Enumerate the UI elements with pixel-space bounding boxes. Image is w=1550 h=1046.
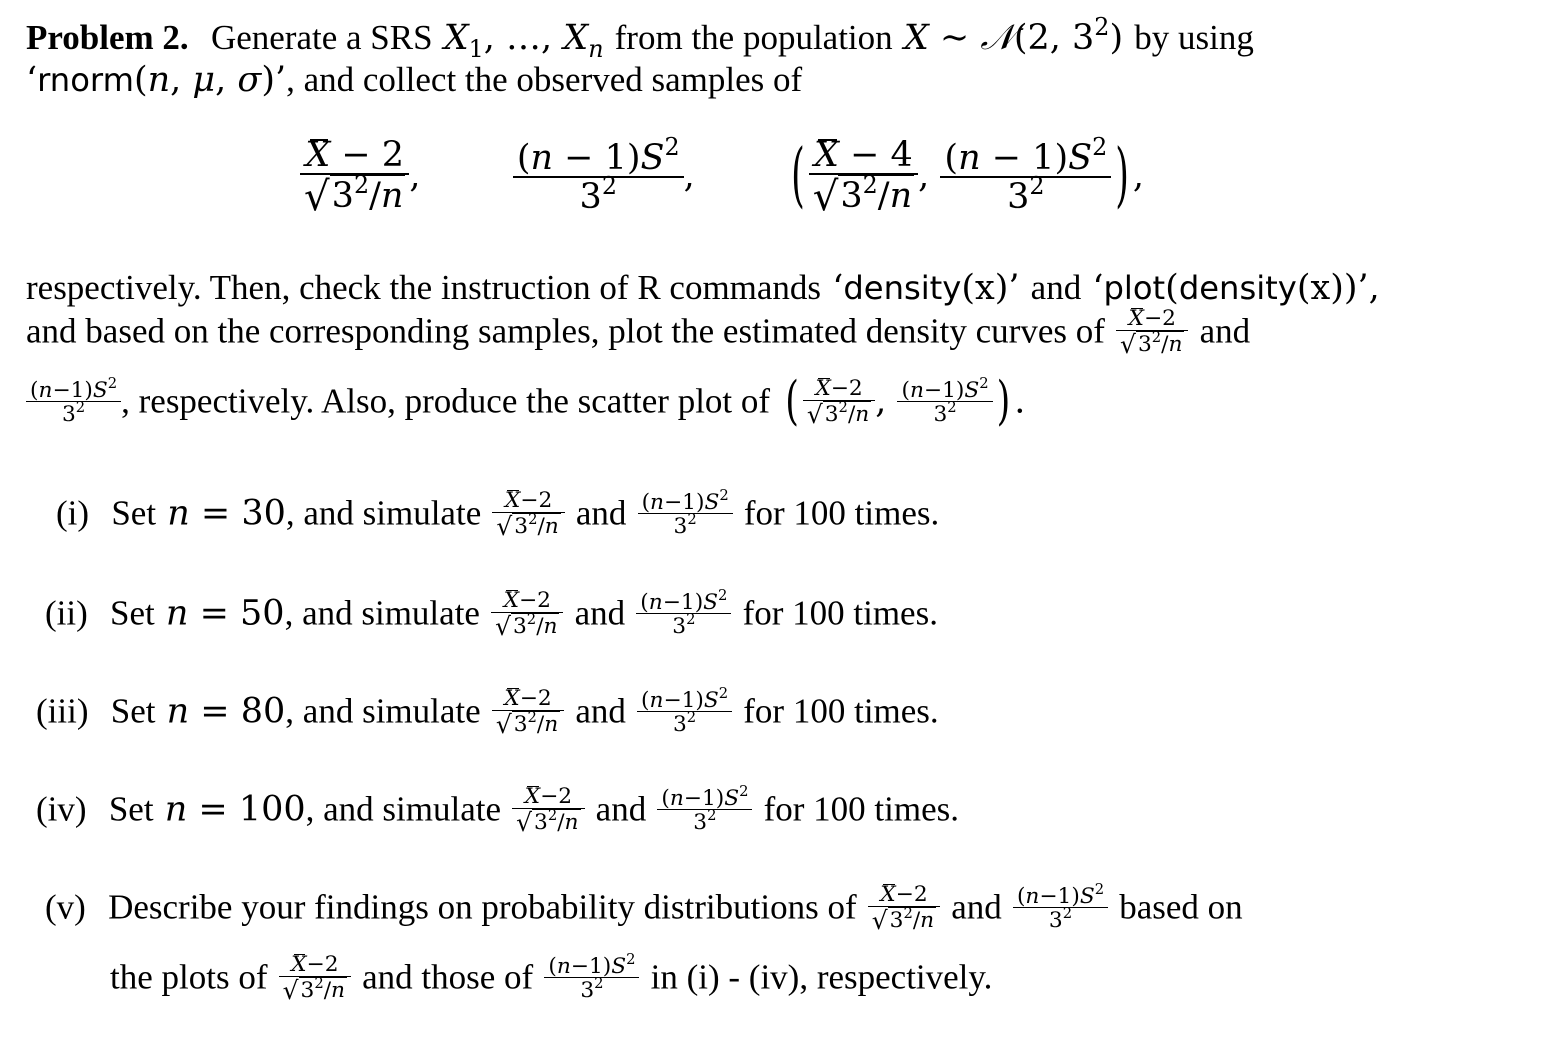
fraction-variance-ratio-pair: $\frac{(n - 1)S^2}{3^2}$ — [940, 141, 1111, 215]
item-and-simulate: , and simulate — [284, 593, 480, 633]
item-label: (ii) — [45, 593, 88, 633]
item-ii: (ii) Set n = 50, and simulate $\frac{X-2}{√3^2/n}$ and $\frac{(n-1)S^2}{3^2}$ for 100 times. — [45, 586, 938, 641]
based-text: and based on the corresponding samples, plot the estimated density curves of — [26, 311, 1105, 351]
item-i: (i) Set n = 30, and simulate $\frac{X-2}{√3^2/n}$ and $\frac{(n-1)S^2}{3^2}$ for 100 times. — [56, 486, 940, 541]
item-v-line-1: (v) Describe your findings on probability distributions of $\frac{X-2}{√3^2/n}$ and $\frac{(n-1)S^2}{3^2}$ based on — [45, 880, 1243, 935]
rnorm-command: rnorm — [37, 61, 134, 99]
item-label: (iv) — [36, 789, 87, 829]
fraction-standardized-mean: $\frac{X - 2}{√3^2/n}$ — [300, 138, 409, 217]
item-n-value: 80 — [240, 691, 286, 732]
item-and-simulate: , and simulate — [305, 789, 501, 829]
display-formula: $\frac{X - 2}{√3^2/n}$ , $\frac{(n - 1)S^2}{3^2}$ , ( $\frac{X - 4}{√3^2/n}$ , $\frac{(n - 1)S^2}{3^2}$ ) , — [300, 138, 1144, 217]
item-iv: (iv) Set n = 100, and simulate $\frac{X-2}{√3^2/n}$ and $\frac{(n-1)S^2}{3^2}$ for 100 times. — [36, 782, 959, 837]
problem-line-5: $\frac{(n-1)S^2}{3^2}$ , respectively. Also, produce the scatter plot of ( $\frac{X-2}{√3^2/n}$ , $\frac{(n-1)S^2}{3^2}$ ) . — [26, 378, 1025, 428]
density-command-nested: density — [1178, 269, 1297, 307]
item-v-and-those-of: and those of — [362, 957, 534, 997]
item-times: for 100 times. — [763, 789, 959, 829]
item-times: for 100 times. — [742, 593, 938, 633]
item-v-the-plots-of: the plots of — [110, 957, 268, 997]
respectively-text: respectively. Then, check the instruction of R commands — [26, 268, 822, 307]
problem-heading: Problem 2. — [26, 18, 189, 57]
item-and-simulate: , and simulate — [285, 493, 482, 533]
item-label: (i) — [56, 493, 90, 533]
plot-command: plot — [1103, 269, 1166, 307]
item-n-value: 50 — [240, 593, 285, 634]
fraction-variance-ratio: $\frac{(n - 1)S^2}{3^2}$ — [513, 141, 684, 215]
item-v-line-2: the plots of $\frac{X-2}{√3^2/n}$ and those of $\frac{(n-1)S^2}{3^2}$ in (i) - (iv), respectively. — [110, 950, 993, 1005]
item-times: for 100 times. — [743, 493, 940, 533]
item-times: for 100 times. — [743, 691, 939, 731]
item-set-text: Set — [108, 789, 154, 829]
by-using-text: by using — [1134, 18, 1254, 57]
item-set-text: Set — [111, 493, 157, 533]
item-label: (iii) — [36, 691, 89, 731]
item-and: and — [574, 593, 626, 633]
item-v-and: and — [951, 887, 1002, 927]
respectively-also-text: , respectively. Also, produce the scatter plot of — [121, 381, 771, 421]
item-iii: (iii) Set n = 80, and simulate $\frac{X-2}{√3^2/n}$ and $\frac{(n-1)S^2}{3^2}$ for 100 times. — [36, 684, 939, 739]
collect-text: , and collect the observed samples of — [286, 60, 803, 99]
item-v-in-range: in (i) - (iv), respectively. — [650, 957, 993, 997]
item-and: and — [595, 789, 647, 829]
problem-line-3: respectively. Then, check the instruction of R commands ‘density(x)’ and ‘plot(density(x))’, — [26, 268, 1380, 308]
density-command: density — [843, 269, 962, 307]
population-text: from the population — [614, 18, 893, 57]
fraction-mean-shift: $\frac{X - 4}{√3^2/n}$ — [809, 138, 918, 217]
and-text-2: and — [1199, 311, 1251, 351]
item-set-text: Set — [110, 593, 155, 633]
item-set-text: Set — [110, 691, 156, 731]
item-and-simulate: , and simulate — [285, 691, 481, 731]
intro-text: Generate a SRS — [210, 18, 433, 57]
item-v-describe: Describe your findings on probability distributions of — [108, 887, 857, 927]
item-v-label: (v) — [45, 887, 86, 927]
problem-line-2: ‘rnorm(n, μ, σ)’, and collect the observed samples of — [26, 60, 803, 100]
item-v-based-on: based on — [1119, 887, 1243, 927]
item-and: and — [575, 691, 626, 731]
item-n-value: 30 — [241, 493, 286, 534]
item-n-value: 100 — [238, 789, 306, 830]
item-and: and — [575, 493, 627, 533]
problem-line-4: and based on the corresponding samples, plot the estimated density curves of $\frac{X-2}{√3^2/n}$ and — [26, 306, 1251, 359]
problem-line-1: Problem 2. Generate a SRS $X_1$, …, $X_n$ from the population X ∼ 𝒩(2, $3^2$) by using — [26, 13, 1254, 63]
and-text: and — [1030, 268, 1082, 307]
